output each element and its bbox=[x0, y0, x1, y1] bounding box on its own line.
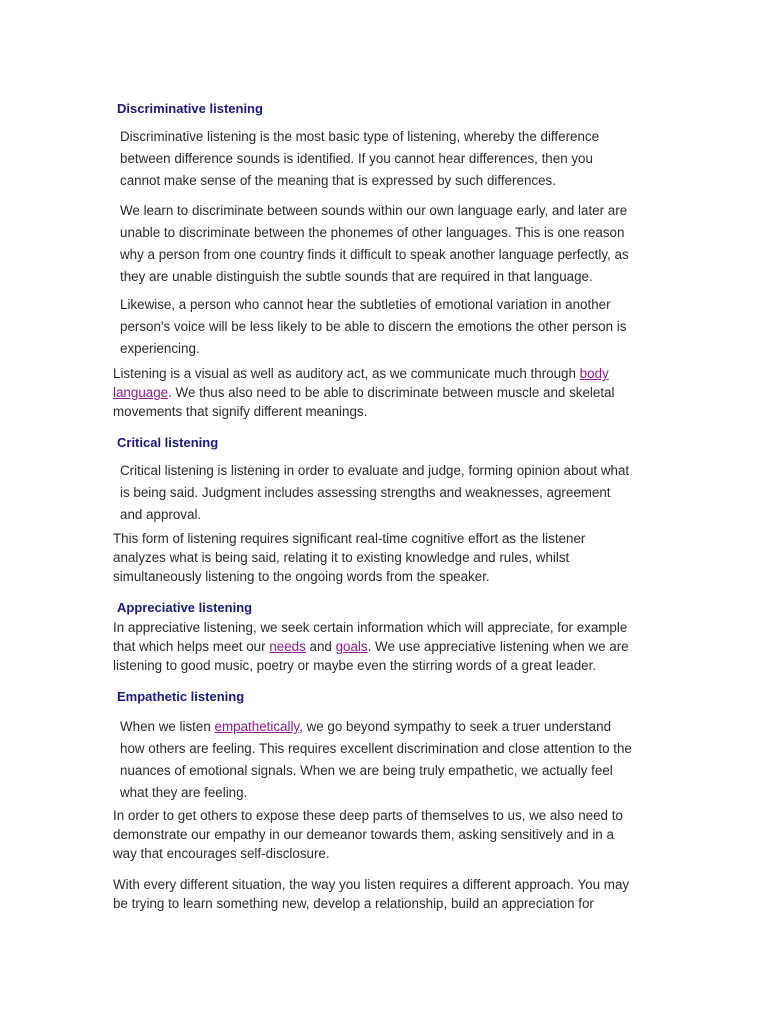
text-line bbox=[113, 383, 653, 402]
text-fragment: Listening is a visual as well as auditory act, as we communicate much through bbox=[113, 366, 580, 381]
paragraph-critical-2 bbox=[113, 529, 653, 586]
link-needs[interactable]: needs bbox=[269, 639, 306, 654]
paragraph-empathetic-3 bbox=[113, 875, 653, 913]
text-line: movements that signify different meanings. bbox=[113, 404, 368, 419]
text-line: In appreciative listening, we seek certain information which will appreciate, for example bbox=[113, 620, 628, 635]
text-line: cannot make sense of the meaning that is expressed by such differences. bbox=[120, 173, 556, 188]
text-line: experiencing. bbox=[120, 341, 200, 356]
text-line: demonstrate our empathy in our demeanor towards them, asking sensitively and in a bbox=[113, 827, 614, 842]
text-line: between difference sounds is identified. If you cannot hear differences, then you bbox=[120, 151, 593, 166]
heading-discriminative-listening: Discriminative listening bbox=[117, 101, 263, 116]
text-line: they are unable distinguish the subtle sounds that are required in that language. bbox=[120, 269, 593, 284]
link-empathetically[interactable]: empathetically bbox=[214, 719, 300, 734]
paragraph-discriminative-3 bbox=[120, 294, 650, 360]
link-body-language[interactable]: body bbox=[579, 366, 609, 381]
text-line: This form of listening requires significant real-time cognitive effort as the listener bbox=[113, 531, 586, 546]
link-goals[interactable]: goals bbox=[335, 639, 368, 654]
text-line: be trying to learn something new, develop a relationship, build an appreciation for bbox=[113, 896, 594, 911]
text-line: unable to discriminate between the phonemes of other languages. This is one reason bbox=[120, 225, 625, 240]
heading-empathetic-listening: Empathetic listening bbox=[117, 689, 245, 704]
text-fragment: . We use appreciative listening when we are bbox=[367, 639, 629, 654]
text-line bbox=[113, 364, 653, 383]
text-line: why a person from one country finds it difficult to speak another language perfectly, as bbox=[120, 247, 629, 262]
text-line: We learn to discriminate between sounds within our own language early, and later are bbox=[120, 203, 628, 218]
text-fragment: that which helps meet our bbox=[113, 639, 270, 654]
link-body-language-cont[interactable]: language bbox=[113, 385, 169, 400]
text-line bbox=[113, 637, 653, 656]
text-line: Critical listening is listening in order to evaluate and judge, forming opinion about what bbox=[120, 463, 630, 478]
heading-appreciative-listening: Appreciative listening bbox=[117, 600, 253, 615]
text-line: analyzes what is being said, relating it to existing knowledge and rules, whilst bbox=[113, 550, 570, 565]
paragraph-critical-1 bbox=[120, 460, 650, 526]
text-line: Likewise, a person who cannot hear the subtleties of emotional variation in another bbox=[120, 297, 611, 312]
text-line: listening to good music, poetry or maybe even the stirring words of a great leader. bbox=[113, 658, 597, 673]
text-fragment: . We thus also need to be able to discriminate between muscle and skeletal bbox=[168, 385, 615, 400]
text-line: simultaneously listening to the ongoing words from the speaker. bbox=[113, 569, 490, 584]
text-fragment: and bbox=[305, 639, 336, 654]
paragraph-empathetic-2 bbox=[113, 806, 653, 863]
text-line: nuances of emotional signals. When we are being truly empathetic, we actually feel bbox=[120, 763, 613, 778]
text-line bbox=[120, 716, 650, 738]
text-line: person's voice will be less likely to be able to discern the emotions the other person is bbox=[120, 319, 627, 334]
text-line: In order to get others to expose these deep parts of themselves to us, we also need to bbox=[113, 808, 623, 823]
paragraph-empathetic-1 bbox=[120, 716, 650, 804]
paragraph-discriminative-2 bbox=[120, 200, 650, 288]
paragraph-discriminative-4 bbox=[113, 364, 653, 421]
text-line: how others are feeling. This requires excellent discrimination and close attention to the bbox=[120, 741, 632, 756]
heading-critical-listening: Critical listening bbox=[117, 435, 219, 450]
text-fragment: , we go beyond sympathy to seek a truer understand bbox=[299, 719, 612, 734]
paragraph-appreciative-1 bbox=[113, 618, 653, 675]
text-line: way that encourages self-disclosure. bbox=[113, 846, 330, 861]
text-line: and approval. bbox=[120, 507, 202, 522]
paragraph-discriminative-1 bbox=[120, 126, 650, 192]
text-line: is being said. Judgment includes assessing strengths and weaknesses, agreement bbox=[120, 485, 611, 500]
text-line: what they are feeling. bbox=[120, 785, 248, 800]
text-line: With every different situation, the way you listen requires a different approach. You may bbox=[113, 877, 630, 892]
text-line: Discriminative listening is the most basic type of listening, whereby the difference bbox=[120, 129, 600, 144]
text-fragment: When we listen bbox=[120, 719, 215, 734]
